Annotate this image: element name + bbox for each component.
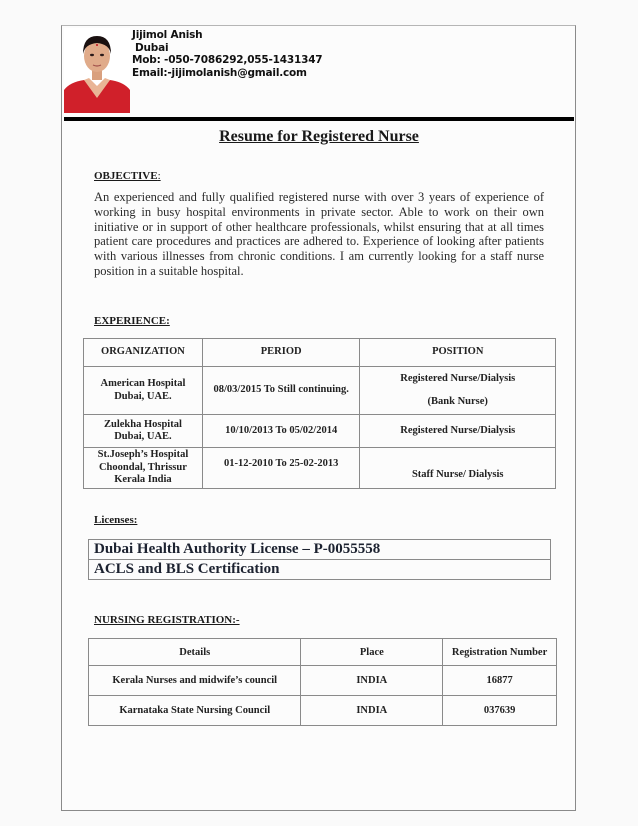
candidate-location: Dubai xyxy=(135,41,169,54)
column-header-details: Details xyxy=(89,639,301,666)
table-row xyxy=(84,367,556,415)
organization-cell xyxy=(84,367,203,415)
document-title: Resume for Registered Nurse xyxy=(219,128,419,145)
license-item: ACLS and BLS Certification xyxy=(89,559,550,579)
license-item: Dubai Health Authority License – P-0055558 xyxy=(94,541,381,557)
organization-name: American Hospital xyxy=(100,378,186,389)
objective-heading-text: OBJECTIVE xyxy=(94,170,158,182)
organization-cell xyxy=(84,448,203,489)
profile-photo xyxy=(64,28,130,113)
registration-table xyxy=(88,638,557,726)
column-header-period: PERIOD xyxy=(202,339,360,367)
experience-heading: EXPERIENCE: xyxy=(94,315,170,327)
table-row xyxy=(84,415,556,448)
profile-photo-image xyxy=(64,28,130,113)
period-cell: 08/03/2015 To Still continuing. xyxy=(202,367,360,415)
table-row xyxy=(89,666,557,696)
candidate-mobile: Mob: -050-7086292,055-1431347 xyxy=(132,54,323,66)
period-cell: 10/10/2013 To 05/02/2014 xyxy=(202,415,360,448)
column-header-place: Place xyxy=(301,639,443,666)
experience-table xyxy=(83,338,556,489)
experience-header-row xyxy=(84,339,556,367)
objective-heading xyxy=(94,170,161,182)
licenses-heading: Licenses: xyxy=(94,514,138,526)
organization-cell xyxy=(84,415,203,448)
organization-region: Kerala India xyxy=(114,474,172,486)
header-divider xyxy=(64,117,574,121)
registration-heading: NURSING REGISTRATION:- xyxy=(94,614,240,626)
position-cell xyxy=(360,367,556,415)
column-header-position: POSITION xyxy=(360,339,556,367)
table-row xyxy=(84,448,556,489)
column-header-registration-number: Registration Number xyxy=(443,639,557,666)
organization-location: Choondal, Thrissur xyxy=(98,461,187,473)
period-cell: 01-12-2010 To 25-02-2013 xyxy=(202,448,360,489)
objective-heading-suffix: : xyxy=(157,170,161,182)
position-title: Registered Nurse/Dialysis xyxy=(400,373,516,384)
place-cell: INDIA xyxy=(301,696,443,726)
registration-number-cell: 037639 xyxy=(443,696,557,726)
licenses-box xyxy=(88,539,551,580)
candidate-email: Email:-jijimolanish@gmail.com xyxy=(132,66,307,79)
table-row xyxy=(89,696,557,726)
registration-header-row xyxy=(89,639,557,666)
organization-name: St.Joseph’s Hospital xyxy=(97,449,189,461)
objective-text: An experienced and fully qualified registered nurse with over 3 years of experience of working in busy hospital environments in private sector. Able to work on their own initiative or in support of other healthcare professionals, whilst ensuring that at all times patient care procedures and practices are adhered to. Experience of looking after patients with various illnesses from chronic conditions. I am currently looking for a staff nurse position in a suitable hospital. xyxy=(94,190,544,278)
organization-location: Dubai, UAE. xyxy=(114,390,172,402)
position-cell: Staff Nurse/ Dialysis xyxy=(360,448,556,489)
details-cell: Kerala Nurses and midwife’s council xyxy=(89,666,301,696)
candidate-name: Jijimol Anish xyxy=(132,29,203,41)
place-cell: INDIA xyxy=(301,666,443,696)
registration-number-cell: 16877 xyxy=(443,666,557,696)
contact-block xyxy=(132,29,322,79)
column-header-organization: ORGANIZATION xyxy=(84,339,203,367)
organization-location: Dubai, UAE. xyxy=(114,431,172,442)
details-cell: Karnataka State Nursing Council xyxy=(89,696,301,726)
organization-name: Zulekha Hospital xyxy=(103,418,182,430)
position-note: (Bank Nurse) xyxy=(427,395,488,407)
position-cell: Registered Nurse/Dialysis xyxy=(360,415,556,448)
